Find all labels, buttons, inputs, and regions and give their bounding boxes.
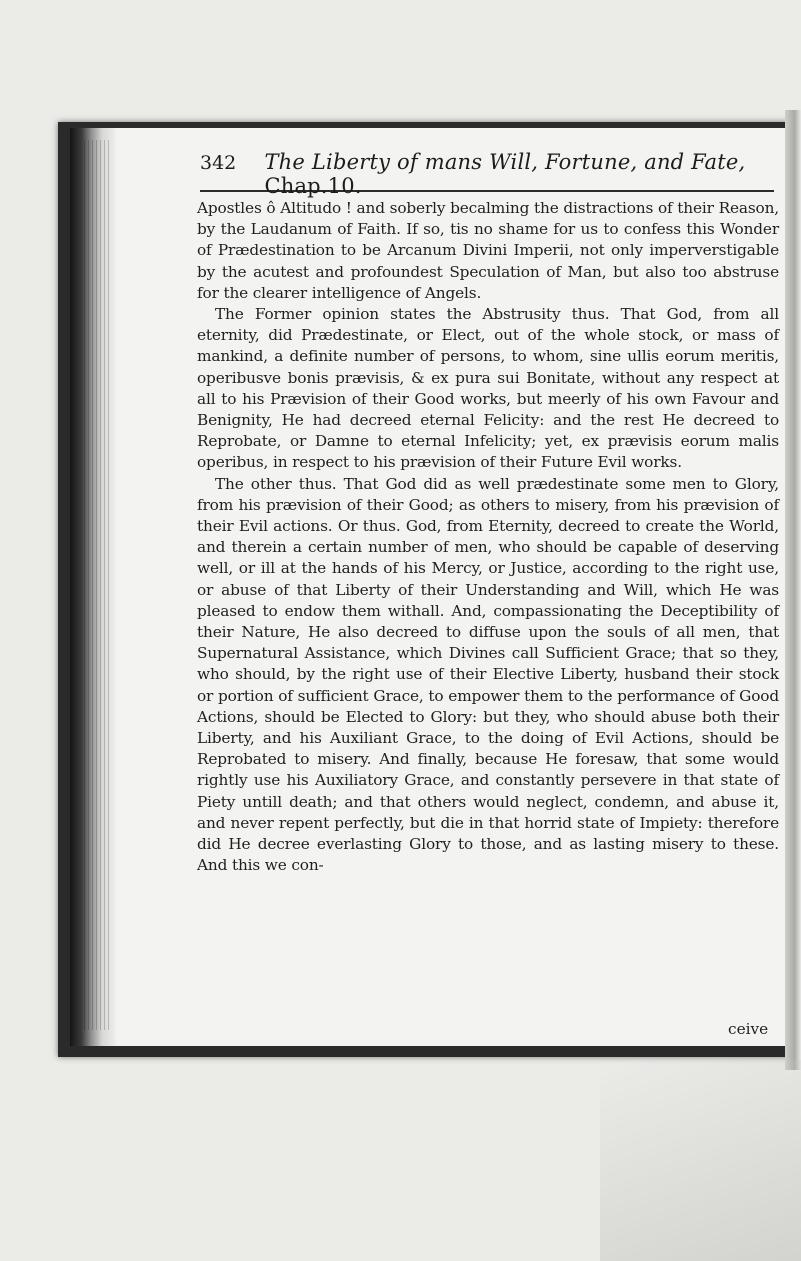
paragraph-2: The Former opinion states the Abstrusity thus. That God, from all eternity, did Prædestinate, or Elect, out of the whole stock, or mass of mankind, a definite number of persons, to whom, sine ullis eorum meritis, operibusve bonis prævisis, & ex pura sui Bonitate, without any respect at all to his Prævision of their Good works, but meerly of his own Favour and Benignity, He had decreed eternal Felicity: and the rest He decreed to Reprobate, or Damne to eternal Infelicity; yet, ex prævisis eorum malis operibus, in respect to his prævision of their Future Evil works. xyxy=(197,305,779,472)
page-edge xyxy=(785,110,801,1070)
gutter-shadow xyxy=(84,140,112,1030)
background-cloth xyxy=(600,1060,801,1261)
running-title-text: The Liberty of mans Will, Fortune, and Fate, xyxy=(264,150,746,174)
page-header xyxy=(200,150,774,198)
body-text xyxy=(197,198,779,877)
paragraph-3: The other thus. That God did as well prædestinate some men to Glory, from his prævision of their Good; as others to misery, from his prævision of their Evil actions. Or thus. God, from Eternity, decreed to create the World, and therein a certain number of men, who should be capable of deserving well, or ill at the hands of his Mercy, or Justice, according to the right use, or abuse of that Liberty of their Understanding and Will, which He was pleased to endow them withall. And, compassionating the Deceptibility of their Nature, He also decreed to diffuse upon the souls of all men, that Supernatural Assistance, which Divines call Sufficient Grace; that so they, who should, by the right use of their Elective Liberty, husband their stock or portion of sufficient Grace, to empower them to the performance of Good Actions, should be Elected to Glory: but they, who should abuse both their Liberty, and his Auxiliant Grace, to the doing of Evil Actions, should be Reprobated to misery. And finally, because He foresaw, that some would rightly use his Auxiliatory Grace, and constantly persevere in that state of Piety untill death; and that others would neglect, condemn, and abuse it, and never repent perfectly, but die in that horrid state of Impiety: therefore did He decree everlasting Glory to those, and as lasting misery to these. And this we con- xyxy=(197,474,779,875)
page-number: 342 xyxy=(200,152,237,174)
running-title xyxy=(264,150,774,198)
paragraph-1: Apostles ô Altitudo ! and soberly becalming the distractions of their Reason, by the Laudanum of Faith. If so, tis no shame for us to confess this Wonder of Prædestination to be Arcanum Divini Imperii, not only imperverstigable by the acutest and profoundest Speculation of Man, but also too abstruse for the clearer intelligence of Angels. xyxy=(197,199,779,302)
catchword: ceive xyxy=(728,1020,769,1038)
chapter-label: Chap.10. xyxy=(264,174,362,198)
